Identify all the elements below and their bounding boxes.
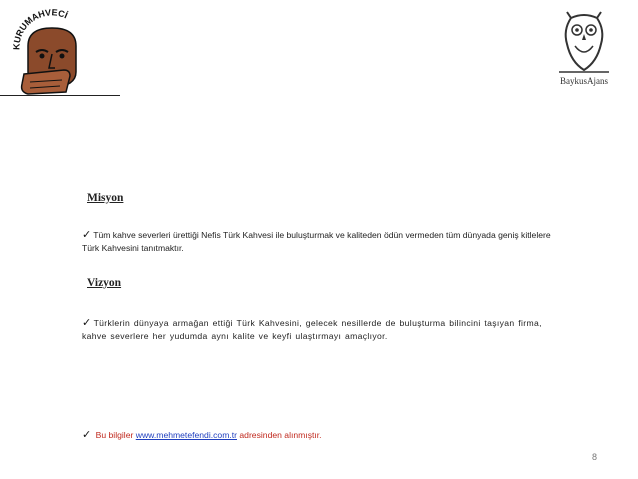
logo-divider: [0, 95, 120, 96]
source-link[interactable]: www.mehmetefendi.com.tr: [135, 430, 237, 440]
mission-heading: Misyon: [87, 192, 124, 204]
check-icon: ✓: [82, 229, 92, 241]
mission-paragraph: [82, 229, 552, 255]
kahveci-logo: [4, 2, 100, 98]
source-note: [82, 428, 322, 441]
source-suffix: adresinden alınmıştır.: [239, 430, 322, 440]
owl-icon: [549, 10, 619, 76]
kahveci-logo-icon: [4, 2, 100, 98]
logo-arc-text: KURUMAHVECİ: [11, 7, 70, 51]
vision-text: Türklerin dünyaya armağan ettiği Türk Kahvesini, gelecek nesillerde de buluşturma bilincini taşıyan firma, kahve severlere her yudumda aynı kalite ve keyfi ulaştırmayı amaçlıyor.: [82, 318, 542, 341]
check-icon: ✓: [82, 429, 92, 441]
vision-paragraph: [82, 317, 552, 343]
baykus-ajans-logo: [549, 10, 619, 100]
check-icon: ✓: [82, 317, 92, 329]
page-number: 8: [592, 452, 598, 462]
source-prefix: Bu bilgiler: [95, 430, 134, 440]
mission-text: Tüm kahve severleri ürettiği Nefis Türk Kahvesi ile buluşturmak ve kaliteden ödün vermeden tüm dünyada geniş kitlelere Türk Kahvesini tanıtmaktır.: [82, 230, 551, 253]
brand-name: BaykusAjans: [560, 76, 608, 86]
vision-heading: Vizyon: [87, 277, 122, 289]
